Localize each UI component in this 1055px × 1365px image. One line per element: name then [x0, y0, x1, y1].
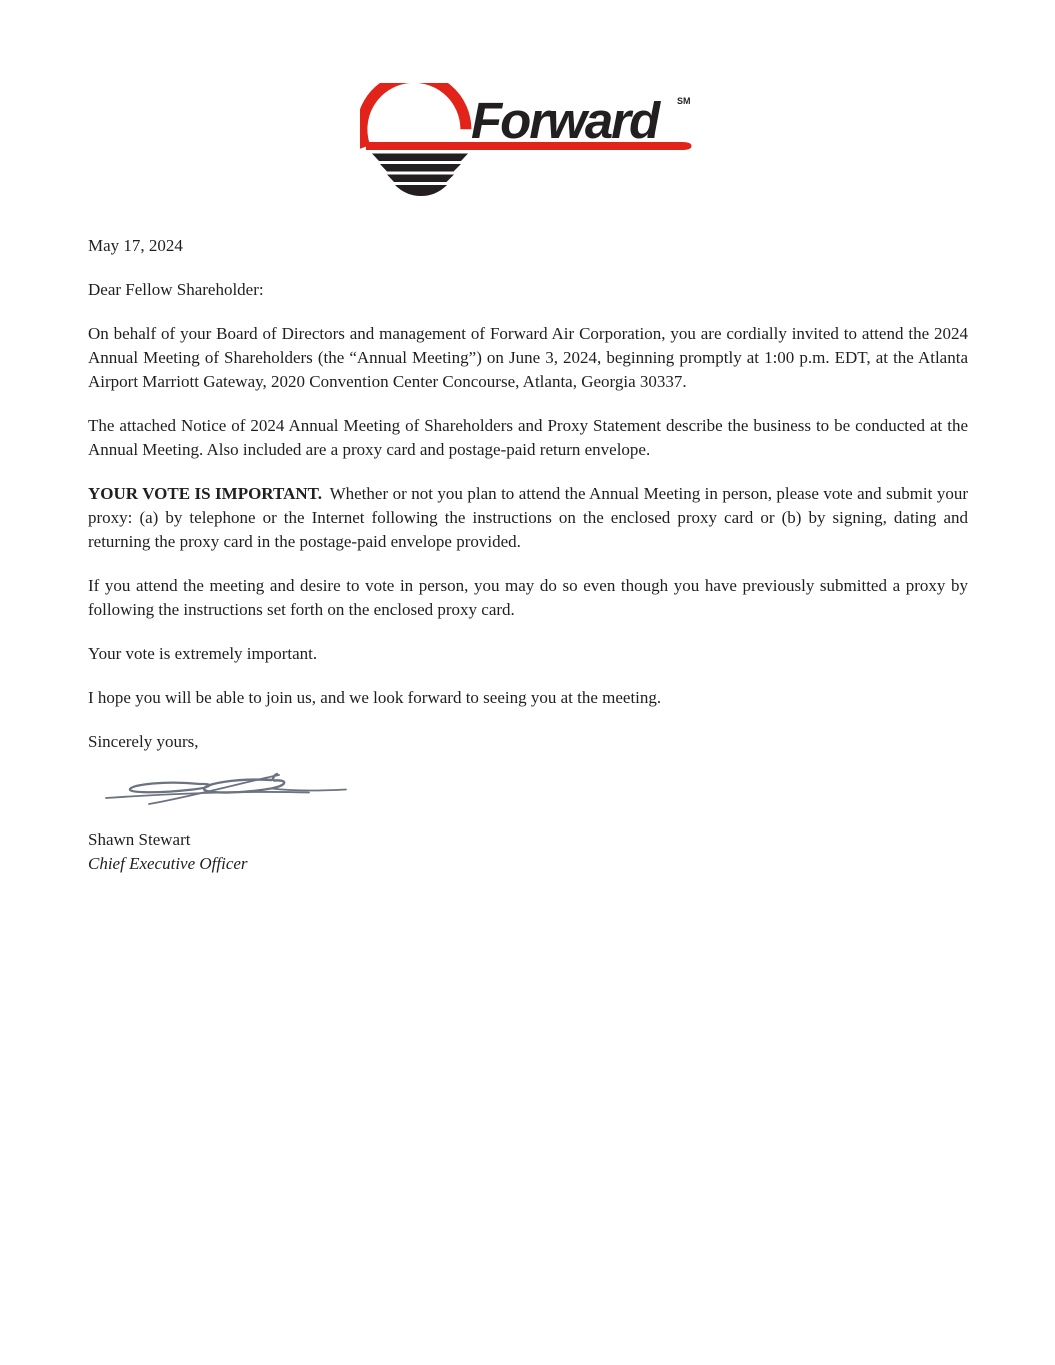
- logo-stripe-3: [387, 175, 454, 183]
- letter-closing: Sincerely yours,: [88, 732, 199, 751]
- signer-title: Chief Executive Officer: [88, 854, 248, 873]
- logo-stripe-4: [395, 185, 447, 196]
- letter-salutation: Dear Fellow Shareholder:: [88, 280, 264, 299]
- logo-stripe-1: [372, 154, 468, 162]
- vote-important-emphasis: YOUR VOTE IS IMPORTANT.: [88, 484, 322, 503]
- paragraph-vote-important: [88, 482, 968, 554]
- letter-body: [88, 234, 968, 876]
- forward-logo: [360, 83, 695, 198]
- signature-scribble-icon: [103, 768, 353, 814]
- logo-sun-arc: [362, 83, 466, 147]
- paragraph-extremely-important: Your vote is extremely important.: [88, 644, 318, 663]
- paragraph-attend-in-person: If you attend the meeting and desire to vote in person, you may do so even though you have previously submitted a proxy by following the instructions set forth on the enclosed proxy card.: [88, 576, 968, 619]
- forward-logo-graphic: [360, 83, 695, 198]
- logo-stripe-2: [380, 164, 461, 172]
- paragraph-invitation: On behalf of your Board of Directors and management of Forward Air Corporation, you are cordially invited to attend the 2024 Annual Meeting of Shareholders (the “Annual Meeting”) on June 3, 2024, beginning promptly at 1:00 p.m. EDT, at the Atlanta Airport Marriott Gateway, 2020 Convention Center Concourse, Atlanta, Georgia 30337.: [88, 324, 968, 391]
- letter-date: May 17, 2024: [88, 236, 183, 255]
- signature: [103, 768, 353, 814]
- signer-name: Shawn Stewart: [88, 830, 191, 849]
- logo-service-mark: SM: [677, 96, 691, 106]
- paragraph-hope-to-join: I hope you will be able to join us, and we look forward to seeing you at the meeting.: [88, 688, 662, 707]
- logo-wordmark: Forward: [471, 92, 659, 149]
- paragraph-notice: The attached Notice of 2024 Annual Meeting of Shareholders and Proxy Statement describe the business to be conducted at the Annual Meeting. Also included are a proxy card and postage-paid return envelope.: [88, 416, 968, 459]
- vote-important-text: Whether or not you plan to attend the Annual Meeting in person, please vote and submit your proxy: (a) by telephone or the Internet following the instructions on the enclosed proxy card or (b) by signing, dating and returning the proxy card in the postage-paid envelope provided.: [88, 484, 968, 551]
